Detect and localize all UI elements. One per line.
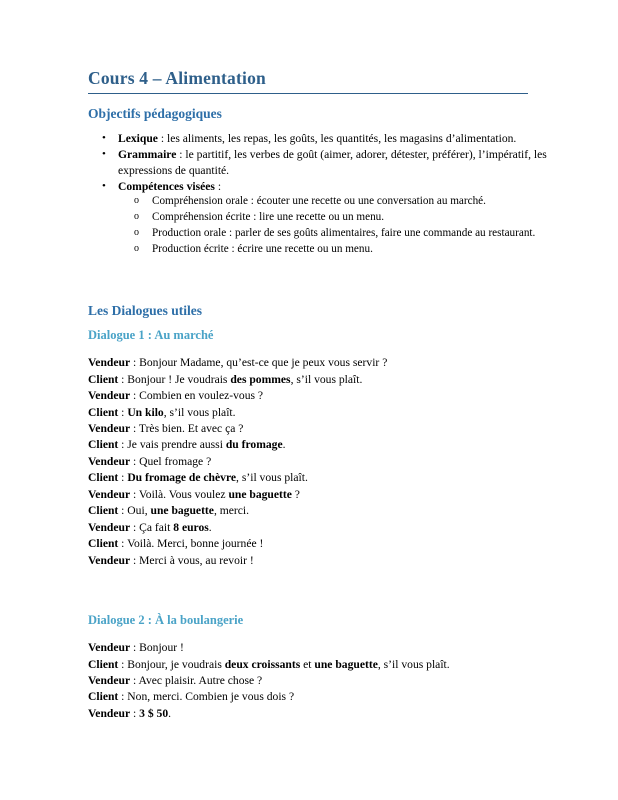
dialogue-emphasis: Un kilo xyxy=(127,405,164,419)
dialogue-emphasis: Vendeur xyxy=(88,520,131,534)
dialogue-text: : Bonjour ! xyxy=(130,641,184,655)
dialogue-text: , s’il vous plaît. xyxy=(377,657,450,671)
dialogue-emphasis: Client xyxy=(88,537,119,551)
sub-bullet-icon: o xyxy=(134,227,139,239)
dialogue-text: : Ça fait xyxy=(130,520,174,534)
dialogue-text: : Voilà. Vous voulez xyxy=(130,487,229,501)
dialogue-text: : Voilà. Merci, bonne journée ! xyxy=(118,537,264,551)
dialogue-emphasis: Du fromage de chèvre xyxy=(127,471,237,485)
list-item xyxy=(118,226,556,241)
competence-text: Compréhension écrite : lire une recette ou un menu. xyxy=(152,211,385,224)
list-item xyxy=(88,179,556,257)
dialogue-text: : Oui, xyxy=(118,504,151,518)
dialogue-line xyxy=(88,706,556,722)
dialogue-text: . xyxy=(282,438,286,452)
dialogue-emphasis: une baguette xyxy=(314,657,378,671)
dialogue-emphasis: Vendeur xyxy=(88,673,131,687)
competence-text: Production écrite : écrire une recette ou un menu. xyxy=(152,243,373,256)
dialogue-text: : Quel fromage ? xyxy=(130,454,212,468)
bullet-icon: • xyxy=(102,148,106,161)
dialogue-line xyxy=(88,520,556,536)
dialogue-emphasis: Vendeur xyxy=(88,487,131,501)
dialogue-line xyxy=(88,640,556,656)
dialogue-emphasis: une baguette xyxy=(228,487,292,501)
dialogue-emphasis: Client xyxy=(88,372,119,386)
list-item xyxy=(88,147,556,178)
list-item xyxy=(118,194,556,209)
dialogue-text: : Combien en voulez-vous ? xyxy=(130,389,264,403)
dialogue-line xyxy=(88,657,556,673)
list-item xyxy=(118,242,556,257)
dialogue-emphasis: des pommes xyxy=(230,372,291,386)
dialogue-emphasis: Vendeur xyxy=(88,706,131,720)
dialogue-text: : Merci à vous, au revoir ! xyxy=(130,553,254,567)
objective-text: : le partitif, les verbes de goût (aimer, adorer, détester, préférer), l’impératif, les expressions de quantité. xyxy=(118,148,547,177)
dialogue-text: : Je vais prendre aussi xyxy=(118,438,226,452)
dialogue-line xyxy=(88,405,556,421)
dialogue-line xyxy=(88,689,556,705)
dialogue-2 xyxy=(88,613,556,722)
bullet-icon: • xyxy=(102,132,106,144)
competence-text: Production orale : parler de ses goûts alimentaires, faire une commande au restaurant. xyxy=(152,227,536,240)
dialogue-text: : xyxy=(130,706,140,720)
dialogue-emphasis: 8 euros xyxy=(173,520,209,534)
competences-sublist xyxy=(118,194,556,257)
dialogues-section xyxy=(88,303,556,722)
dialogue-1 xyxy=(88,328,556,569)
objectives-list xyxy=(88,131,556,257)
dialogue-emphasis: deux croissants xyxy=(224,657,301,671)
dialogue-line xyxy=(88,673,556,689)
dialogue-emphasis: 3 $ 50 xyxy=(139,706,169,720)
dialogue-emphasis: Client xyxy=(88,471,119,485)
list-item xyxy=(88,131,556,146)
dialogue-emphasis: Client xyxy=(88,657,119,671)
dialogue-line xyxy=(88,437,556,453)
objective-text: : les aliments, les repas, les goûts, les quantités, les magasins d’alimentation. xyxy=(157,132,517,145)
objective-text: : xyxy=(214,179,222,193)
dialogue-text: : Bonjour Madame, qu’est-ce que je peux vous servir ? xyxy=(130,356,388,370)
dialogue-emphasis: Vendeur xyxy=(88,389,131,403)
sub-bullet-icon: o xyxy=(134,243,139,255)
dialogue-line xyxy=(88,454,556,470)
dialogue-1-lines xyxy=(88,355,556,569)
dialogue-emphasis: Client xyxy=(88,504,119,518)
dialogue-emphasis: Vendeur xyxy=(88,422,131,435)
sub-bullet-icon: o xyxy=(134,195,139,207)
objective-label: Lexique xyxy=(118,132,158,145)
title-divider xyxy=(88,93,528,94)
dialogue-emphasis: Client xyxy=(88,438,119,452)
dialogue-line xyxy=(88,388,556,404)
dialogue-text: : Avec plaisir. Autre chose ? xyxy=(130,673,263,687)
dialogue-text: , s’il vous plaît. xyxy=(236,471,308,485)
page-title: Cours 4 – Alimentation xyxy=(88,68,266,88)
dialogue-text: : Non, merci. Combien je vous dois ? xyxy=(118,690,295,704)
dialogue-line xyxy=(88,470,556,486)
dialogue-text: , s’il vous plaît. xyxy=(163,405,236,419)
bullet-icon: • xyxy=(102,179,106,192)
dialogue-emphasis: Client xyxy=(88,405,119,419)
objective-label: Compétences visées xyxy=(118,179,215,193)
dialogue-emphasis: une baguette xyxy=(150,504,214,518)
dialogue-line xyxy=(88,372,556,388)
dialogue-1-heading: Dialogue 1 : Au marché xyxy=(88,328,214,343)
dialogue-text: , merci. xyxy=(213,504,250,518)
dialogue-line xyxy=(88,421,556,437)
dialogue-emphasis: Client xyxy=(88,690,119,704)
dialogue-emphasis: Vendeur xyxy=(88,356,131,370)
dialogue-emphasis: Vendeur xyxy=(88,641,131,655)
dialogue-text: : xyxy=(118,405,128,419)
dialogue-line xyxy=(88,553,556,569)
dialogue-2-lines xyxy=(88,640,556,722)
dialogue-text: , s’il vous plaît. xyxy=(290,372,363,386)
dialogue-text: . xyxy=(168,706,172,720)
objective-label: Grammaire xyxy=(118,148,177,162)
dialogue-line xyxy=(88,503,556,519)
dialogues-heading: Les Dialogues utiles xyxy=(88,303,203,319)
dialogue-text: : Très bien. Et avec ça ? xyxy=(130,422,244,435)
objectives-heading: Objectifs pédagogiques xyxy=(88,106,222,121)
dialogue-text: : xyxy=(118,471,128,485)
dialogue-emphasis: Vendeur xyxy=(88,553,131,567)
objectives-section xyxy=(88,106,556,257)
dialogue-text: : Bonjour, je voudrais xyxy=(118,657,225,671)
dialogue-2-heading: Dialogue 2 : À la boulangerie xyxy=(88,613,244,628)
dialogue-text: ? xyxy=(291,487,300,501)
dialogue-emphasis: Vendeur xyxy=(88,454,131,468)
dialogue-text: : Bonjour ! Je voudrais xyxy=(118,372,231,386)
dialogue-text: . xyxy=(208,520,212,534)
dialogue-text: et xyxy=(300,657,315,671)
dialogue-line xyxy=(88,487,556,503)
sub-bullet-icon: o xyxy=(134,211,139,223)
dialogue-emphasis: du fromage xyxy=(225,438,283,452)
dialogue-line xyxy=(88,536,556,552)
list-item xyxy=(118,210,556,225)
dialogue-line xyxy=(88,355,556,371)
competence-text: Compréhension orale : écouter une recette ou une conversation au marché. xyxy=(152,195,486,208)
